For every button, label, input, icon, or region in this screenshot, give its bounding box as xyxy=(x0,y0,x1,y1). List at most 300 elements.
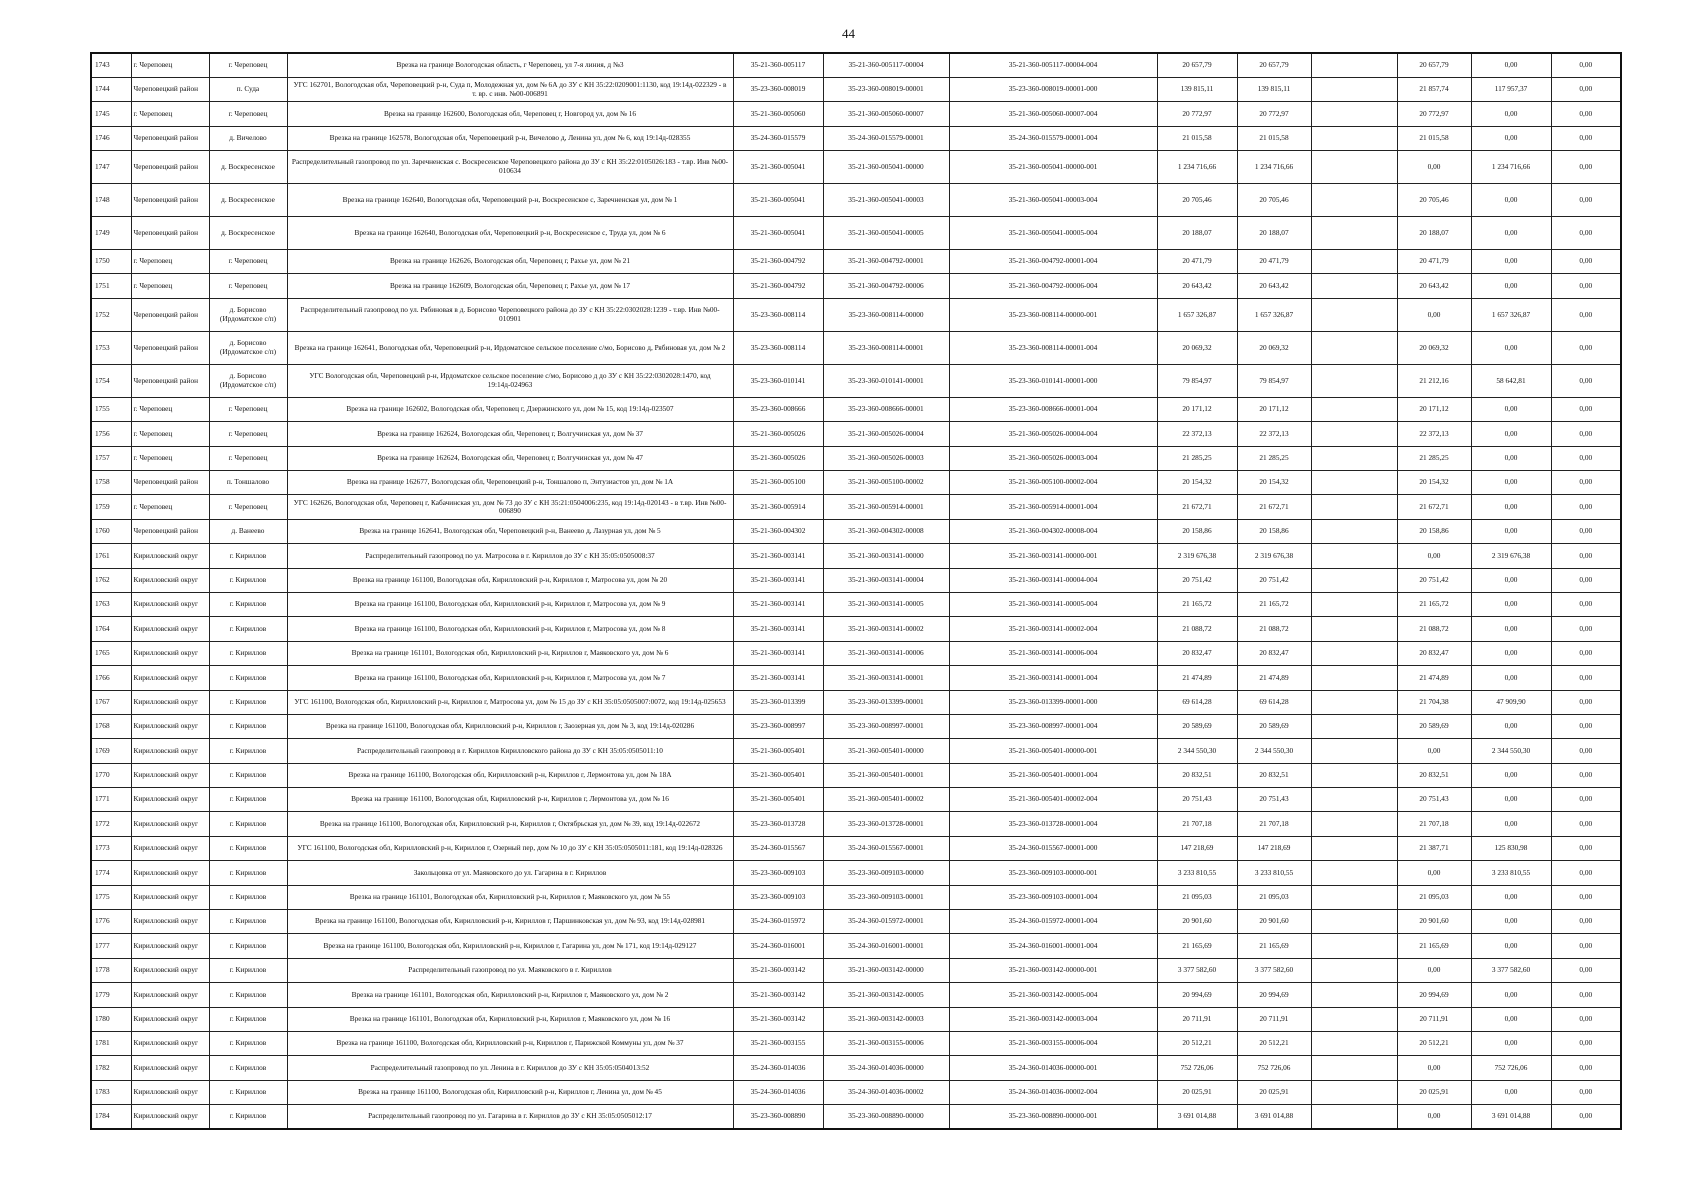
amount-book: 752 726,06 xyxy=(1237,1056,1311,1080)
table-row xyxy=(91,788,1621,812)
amount-b: 58 642,81 xyxy=(1471,364,1551,397)
district-cell: г. Череповец xyxy=(131,495,209,519)
amount-book: 21 672,71 xyxy=(1237,495,1311,519)
object-code: 35-23-360-008114-00001 xyxy=(823,331,949,364)
object-description: Врезка на границе 162578, Вологодская обл, Череповецкий р-н, Вичелово д, Ленина ул, дом № 6, код 19:14д-028355 xyxy=(287,126,733,150)
inventory-code: 35-23-360-013728-00001-004 xyxy=(949,812,1157,836)
inventory-code: 35-21-360-004792-00006-004 xyxy=(949,274,1157,298)
amount-total: 20 643,42 xyxy=(1157,274,1237,298)
empty-cell xyxy=(1311,1080,1397,1104)
empty-cell xyxy=(1311,617,1397,641)
table-row xyxy=(91,910,1621,934)
object-description: Врезка на границе 161101, Вологодская обл, Кирилловский р-н, Кириллов г, Маяковского ул, дом № 55 xyxy=(287,885,733,909)
object-description: Врезка на границе 161100, Вологодская обл, Кирилловский р-н, Кириллов г, Заозерная ул, дом № 3, код 19:14д-020286 xyxy=(287,714,733,738)
inventory-code: 35-24-360-014036-00002-004 xyxy=(949,1080,1157,1104)
table-row xyxy=(91,298,1621,331)
amount-b: 0,00 xyxy=(1471,446,1551,470)
empty-cell xyxy=(1311,934,1397,958)
amount-total: 20 751,43 xyxy=(1157,788,1237,812)
amount-c: 0,00 xyxy=(1551,714,1621,738)
empty-cell xyxy=(1311,690,1397,714)
code-cell: 35-24-360-015579 xyxy=(733,126,823,150)
amount-total: 20 751,42 xyxy=(1157,568,1237,592)
settlement-cell: г. Кириллов xyxy=(209,1080,287,1104)
code-cell: 35-21-360-004792 xyxy=(733,250,823,274)
amount-b: 0,00 xyxy=(1471,217,1551,250)
amount-total: 2 319 676,38 xyxy=(1157,544,1237,568)
row-number: 1752 xyxy=(91,298,131,331)
amount-c: 0,00 xyxy=(1551,422,1621,446)
object-code: 35-23-360-008114-00000 xyxy=(823,298,949,331)
settlement-cell: д. Борисово (Ирдоматское с/п) xyxy=(209,298,287,331)
amount-total: 20 188,07 xyxy=(1157,217,1237,250)
empty-cell xyxy=(1311,714,1397,738)
settlement-cell: г. Кириллов xyxy=(209,568,287,592)
code-cell: 35-21-360-003141 xyxy=(733,568,823,592)
amount-a: 20 901,60 xyxy=(1397,910,1471,934)
district-cell: г. Череповец xyxy=(131,274,209,298)
inventory-code: 35-21-360-005026-00004-004 xyxy=(949,422,1157,446)
inventory-code: 35-24-360-016001-00001-004 xyxy=(949,934,1157,958)
inventory-code: 35-24-360-015567-00001-000 xyxy=(949,836,1157,860)
amount-a: 20 188,07 xyxy=(1397,217,1471,250)
amount-a: 0,00 xyxy=(1397,544,1471,568)
amount-total: 20 589,69 xyxy=(1157,714,1237,738)
district-cell: Череповецкий район xyxy=(131,217,209,250)
amount-b: 752 726,06 xyxy=(1471,1056,1551,1080)
amount-a: 21 212,16 xyxy=(1397,364,1471,397)
table-row xyxy=(91,250,1621,274)
code-cell: 35-21-360-003141 xyxy=(733,641,823,665)
row-number: 1747 xyxy=(91,151,131,184)
district-cell: Череповецкий район xyxy=(131,77,209,101)
amount-a: 20 657,79 xyxy=(1397,53,1471,77)
code-cell: 35-21-360-003141 xyxy=(733,617,823,641)
amount-a: 0,00 xyxy=(1397,1056,1471,1080)
amount-total: 21 285,25 xyxy=(1157,446,1237,470)
district-cell: Кирилловский округ xyxy=(131,1032,209,1056)
code-cell: 35-21-360-005041 xyxy=(733,184,823,217)
district-cell: Кирилловский округ xyxy=(131,910,209,934)
table-row xyxy=(91,446,1621,470)
table-row xyxy=(91,983,1621,1007)
inventory-code: 35-23-360-008890-00000-001 xyxy=(949,1105,1157,1129)
register-table xyxy=(90,52,1622,1130)
code-cell: 35-24-360-016001 xyxy=(733,934,823,958)
object-description: Врезка на границе 162626, Вологодская обл, Череповец г, Рахье ул, дом № 21 xyxy=(287,250,733,274)
settlement-cell: д. Воскресенское xyxy=(209,217,287,250)
amount-book: 20 772,97 xyxy=(1237,102,1311,126)
row-number: 1743 xyxy=(91,53,131,77)
settlement-cell: г. Кириллов xyxy=(209,1007,287,1031)
code-cell: 35-21-360-005026 xyxy=(733,446,823,470)
district-cell: г. Череповец xyxy=(131,53,209,77)
amount-a: 20 751,42 xyxy=(1397,568,1471,592)
code-cell: 35-23-360-009103 xyxy=(733,885,823,909)
amount-c: 0,00 xyxy=(1551,690,1621,714)
table-row xyxy=(91,885,1621,909)
amount-a: 20 025,91 xyxy=(1397,1080,1471,1104)
object-description: Распределительный газопровод в г. Кириллов Кирилловского района до ЗУ с КН 35:05:0505011:10 xyxy=(287,739,733,763)
settlement-cell: г. Череповец xyxy=(209,422,287,446)
row-number: 1780 xyxy=(91,1007,131,1031)
code-cell: 35-23-360-013399 xyxy=(733,690,823,714)
code-cell: 35-21-360-005117 xyxy=(733,53,823,77)
code-cell: 35-23-360-008666 xyxy=(733,397,823,421)
amount-book: 20 025,91 xyxy=(1237,1080,1311,1104)
row-number: 1746 xyxy=(91,126,131,150)
amount-b: 0,00 xyxy=(1471,617,1551,641)
settlement-cell: г. Кириллов xyxy=(209,1105,287,1129)
code-cell: 35-21-360-003142 xyxy=(733,958,823,982)
amount-a: 20 069,32 xyxy=(1397,331,1471,364)
empty-cell xyxy=(1311,77,1397,101)
inventory-code: 35-23-360-010141-00001-000 xyxy=(949,364,1157,397)
settlement-cell: г. Кириллов xyxy=(209,739,287,763)
amount-a: 20 471,79 xyxy=(1397,250,1471,274)
table-row xyxy=(91,495,1621,519)
settlement-cell: г. Череповец xyxy=(209,274,287,298)
inventory-code: 35-21-360-005060-00007-004 xyxy=(949,102,1157,126)
empty-cell xyxy=(1311,217,1397,250)
empty-cell xyxy=(1311,885,1397,909)
row-number: 1775 xyxy=(91,885,131,909)
amount-total: 2 344 550,30 xyxy=(1157,739,1237,763)
empty-cell xyxy=(1311,471,1397,495)
object-code: 35-23-360-008019-00001 xyxy=(823,77,949,101)
amount-b: 3 233 810,55 xyxy=(1471,861,1551,885)
amount-book: 21 165,69 xyxy=(1237,934,1311,958)
amount-book: 20 751,43 xyxy=(1237,788,1311,812)
code-cell: 35-23-360-008114 xyxy=(733,298,823,331)
amount-book: 20 751,42 xyxy=(1237,568,1311,592)
amount-c: 0,00 xyxy=(1551,934,1621,958)
row-number: 1745 xyxy=(91,102,131,126)
object-description: Врезка на границе 161100, Вологодская обл, Кирилловский р-н, Кириллов г, Паршинковская ул, дом № 93, код 19:14д-028981 xyxy=(287,910,733,934)
amount-c: 0,00 xyxy=(1551,495,1621,519)
row-number: 1751 xyxy=(91,274,131,298)
row-number: 1770 xyxy=(91,763,131,787)
table-row xyxy=(91,861,1621,885)
amount-book: 20 705,46 xyxy=(1237,184,1311,217)
amount-a: 20 171,12 xyxy=(1397,397,1471,421)
object-code: 35-21-360-005401-00000 xyxy=(823,739,949,763)
settlement-cell: г. Кириллов xyxy=(209,885,287,909)
amount-book: 20 832,47 xyxy=(1237,641,1311,665)
inventory-code: 35-21-360-003141-00005-004 xyxy=(949,592,1157,616)
district-cell: г. Череповец xyxy=(131,250,209,274)
object-code: 35-21-360-003141-00004 xyxy=(823,568,949,592)
inventory-code: 35-23-360-008114-00001-004 xyxy=(949,331,1157,364)
settlement-cell: г. Череповец xyxy=(209,53,287,77)
table-row xyxy=(91,1056,1621,1080)
amount-book: 20 188,07 xyxy=(1237,217,1311,250)
empty-cell xyxy=(1311,983,1397,1007)
code-cell: 35-21-360-005914 xyxy=(733,495,823,519)
amount-a: 21 474,89 xyxy=(1397,666,1471,690)
object-code: 35-24-360-016001-00001 xyxy=(823,934,949,958)
object-description: Распределительный газопровод по ул. Ленина в г. Кириллов до ЗУ с КН 35:05:0504013:52 xyxy=(287,1056,733,1080)
settlement-cell: д. Ванеево xyxy=(209,519,287,543)
amount-total: 1 657 326,87 xyxy=(1157,298,1237,331)
amount-c: 0,00 xyxy=(1551,910,1621,934)
object-code: 35-23-360-013399-00001 xyxy=(823,690,949,714)
district-cell: Кирилловский округ xyxy=(131,958,209,982)
amount-book: 20 171,12 xyxy=(1237,397,1311,421)
empty-cell xyxy=(1311,836,1397,860)
empty-cell xyxy=(1311,763,1397,787)
settlement-cell: г. Череповец xyxy=(209,250,287,274)
amount-a: 20 512,21 xyxy=(1397,1032,1471,1056)
district-cell: Кирилловский округ xyxy=(131,714,209,738)
settlement-cell: г. Кириллов xyxy=(209,592,287,616)
amount-b: 0,00 xyxy=(1471,1080,1551,1104)
empty-cell xyxy=(1311,184,1397,217)
amount-b: 47 909,90 xyxy=(1471,690,1551,714)
district-cell: Череповецкий район xyxy=(131,471,209,495)
object-description: Врезка на границе 161100, Вологодская обл, Кирилловский р-н, Кириллов г, Гагарина ул, дом № 171, код 19:14д-029127 xyxy=(287,934,733,958)
amount-c: 0,00 xyxy=(1551,1080,1621,1104)
empty-cell xyxy=(1311,1007,1397,1031)
code-cell: 35-21-360-004792 xyxy=(733,274,823,298)
row-number: 1749 xyxy=(91,217,131,250)
code-cell: 35-21-360-005401 xyxy=(733,788,823,812)
amount-a: 21 165,69 xyxy=(1397,934,1471,958)
object-description: Врезка на границе 161101, Вологодская обл, Кирилловский р-н, Кириллов г, Маяковского ул, дом № 6 xyxy=(287,641,733,665)
settlement-cell: п. Суда xyxy=(209,77,287,101)
district-cell: Череповецкий район xyxy=(131,331,209,364)
settlement-cell: г. Череповец xyxy=(209,495,287,519)
code-cell: 35-21-360-005041 xyxy=(733,217,823,250)
settlement-cell: г. Кириллов xyxy=(209,690,287,714)
object-code: 35-21-360-005041-00000 xyxy=(823,151,949,184)
district-cell: Кирилловский округ xyxy=(131,788,209,812)
amount-b: 2 319 676,38 xyxy=(1471,544,1551,568)
inventory-code: 35-21-360-003141-00006-004 xyxy=(949,641,1157,665)
amount-c: 0,00 xyxy=(1551,763,1621,787)
object-code: 35-24-360-014036-00002 xyxy=(823,1080,949,1104)
amount-c: 0,00 xyxy=(1551,519,1621,543)
table-row xyxy=(91,836,1621,860)
empty-cell xyxy=(1311,250,1397,274)
table-row xyxy=(91,519,1621,543)
empty-cell xyxy=(1311,666,1397,690)
district-cell: Череповецкий район xyxy=(131,364,209,397)
object-description: Врезка на границе 161100, Вологодская обл, Кирилловский р-н, Кириллов г, Парижской Коммуны ул, дом № 37 xyxy=(287,1032,733,1056)
code-cell: 35-21-360-005041 xyxy=(733,151,823,184)
row-number: 1758 xyxy=(91,471,131,495)
amount-c: 0,00 xyxy=(1551,861,1621,885)
page-number: 44 xyxy=(842,26,855,41)
row-number: 1774 xyxy=(91,861,131,885)
amount-total: 20 832,47 xyxy=(1157,641,1237,665)
object-description: Врезка на границе 162640, Вологодская обл, Череповецкий р-н, Воскресенское с, Заречненская ул, дом № 1 xyxy=(287,184,733,217)
code-cell: 35-23-360-008997 xyxy=(733,714,823,738)
code-cell: 35-24-360-014036 xyxy=(733,1080,823,1104)
amount-total: 20 154,32 xyxy=(1157,471,1237,495)
amount-total: 20 471,79 xyxy=(1157,250,1237,274)
settlement-cell: д. Воскресенское xyxy=(209,184,287,217)
table-row xyxy=(91,422,1621,446)
row-number: 1776 xyxy=(91,910,131,934)
empty-cell xyxy=(1311,1105,1397,1129)
amount-book: 3 233 810,55 xyxy=(1237,861,1311,885)
object-code: 35-21-360-004302-00008 xyxy=(823,519,949,543)
amount-total: 20 512,21 xyxy=(1157,1032,1237,1056)
amount-book: 20 471,79 xyxy=(1237,250,1311,274)
amount-c: 0,00 xyxy=(1551,471,1621,495)
amount-total: 139 815,11 xyxy=(1157,77,1237,101)
object-description: Врезка на границе 161100, Вологодская обл, Кирилловский р-н, Кириллов г, Матросова ул, дом № 8 xyxy=(287,617,733,641)
object-description: Врезка на границе 161100, Вологодская обл, Кирилловский р-н, Кириллов г, Лермонтова ул, дом № 16 xyxy=(287,788,733,812)
amount-a: 20 711,91 xyxy=(1397,1007,1471,1031)
object-code: 35-23-360-009103-00001 xyxy=(823,885,949,909)
amount-a: 0,00 xyxy=(1397,739,1471,763)
settlement-cell: д. Борисово (Ирдоматское с/п) xyxy=(209,364,287,397)
inventory-code: 35-23-360-009103-00001-004 xyxy=(949,885,1157,909)
row-number: 1768 xyxy=(91,714,131,738)
district-cell: Кирилловский округ xyxy=(131,836,209,860)
inventory-code: 35-21-360-003141-00001-004 xyxy=(949,666,1157,690)
amount-b: 0,00 xyxy=(1471,666,1551,690)
table-row xyxy=(91,102,1621,126)
amount-total: 21 088,72 xyxy=(1157,617,1237,641)
amount-b: 0,00 xyxy=(1471,53,1551,77)
empty-cell xyxy=(1311,102,1397,126)
settlement-cell: д. Вичелово xyxy=(209,126,287,150)
row-number: 1782 xyxy=(91,1056,131,1080)
amount-a: 21 672,71 xyxy=(1397,495,1471,519)
amount-total: 3 377 582,60 xyxy=(1157,958,1237,982)
inventory-code: 35-24-360-015972-00001-004 xyxy=(949,910,1157,934)
amount-a: 21 707,18 xyxy=(1397,812,1471,836)
row-number: 1760 xyxy=(91,519,131,543)
amount-a: 22 372,13 xyxy=(1397,422,1471,446)
table-row xyxy=(91,1080,1621,1104)
code-cell: 35-21-360-003155 xyxy=(733,1032,823,1056)
amount-total: 20 711,91 xyxy=(1157,1007,1237,1031)
amount-book: 1 234 716,66 xyxy=(1237,151,1311,184)
empty-cell xyxy=(1311,422,1397,446)
inventory-code: 35-23-360-008019-00001-000 xyxy=(949,77,1157,101)
settlement-cell: г. Кириллов xyxy=(209,666,287,690)
object-description: Врезка на границе 162641, Вологодская обл, Череповецкий р-н, Ванеево д, Лазурная ул, дом № 5 xyxy=(287,519,733,543)
amount-b: 0,00 xyxy=(1471,592,1551,616)
object-description: Врезка на границе 162600, Вологодская обл, Череповец г, Новгород ул, дом № 16 xyxy=(287,102,733,126)
amount-b: 125 830,98 xyxy=(1471,836,1551,860)
inventory-code: 35-21-360-005041-00000-001 xyxy=(949,151,1157,184)
amount-c: 0,00 xyxy=(1551,1007,1621,1031)
table-row xyxy=(91,184,1621,217)
amount-a: 21 387,71 xyxy=(1397,836,1471,860)
amount-book: 20 832,51 xyxy=(1237,763,1311,787)
row-number: 1778 xyxy=(91,958,131,982)
row-number: 1763 xyxy=(91,592,131,616)
table-row xyxy=(91,151,1621,184)
empty-cell xyxy=(1311,812,1397,836)
settlement-cell: г. Кириллов xyxy=(209,763,287,787)
object-code: 35-21-360-003141-00001 xyxy=(823,666,949,690)
object-description: УГС 161100, Вологодская обл, Кирилловский р-н, Кириллов г, Матросова ул, дом № 15 до ЗУ с КН 35:05:0505007:0072, код 19:14д-025653 xyxy=(287,690,733,714)
row-number: 1754 xyxy=(91,364,131,397)
amount-total: 21 165,72 xyxy=(1157,592,1237,616)
object-description: Врезка на границе 162624, Вологодская обл, Череповец г, Волгучинская ул, дом № 37 xyxy=(287,422,733,446)
amount-a: 0,00 xyxy=(1397,861,1471,885)
code-cell: 35-21-360-004302 xyxy=(733,519,823,543)
object-code: 35-21-360-003142-00003 xyxy=(823,1007,949,1031)
amount-c: 0,00 xyxy=(1551,1105,1621,1129)
object-description: Врезка на границе 161100, Вологодская обл, Кирилловский р-н, Кириллов г, Матросова ул, дом № 7 xyxy=(287,666,733,690)
code-cell: 35-21-360-005026 xyxy=(733,422,823,446)
table-row xyxy=(91,1105,1621,1129)
code-cell: 35-24-360-015972 xyxy=(733,910,823,934)
amount-book: 20 158,86 xyxy=(1237,519,1311,543)
row-number: 1781 xyxy=(91,1032,131,1056)
district-cell: Кирилловский округ xyxy=(131,1105,209,1129)
settlement-cell: д. Воскресенское xyxy=(209,151,287,184)
object-description: Врезка на границе 162677, Вологодская обл, Череповецкий р-н, Тоншалово п, Энтузиастов ул, дом № 1А xyxy=(287,471,733,495)
object-description: УГС 161100, Вологодская обл, Кирилловский р-н, Кириллов г, Озерный пер, дом № 10 до ЗУ с КН 35:05:0505011:181, код 19:14д-028326 xyxy=(287,836,733,860)
settlement-cell: г. Кириллов xyxy=(209,641,287,665)
amount-total: 69 614,28 xyxy=(1157,690,1237,714)
inventory-code: 35-21-360-003141-00000-001 xyxy=(949,544,1157,568)
empty-cell xyxy=(1311,495,1397,519)
district-cell: Кирилловский округ xyxy=(131,763,209,787)
row-number: 1748 xyxy=(91,184,131,217)
amount-total: 147 218,69 xyxy=(1157,836,1237,860)
table-row xyxy=(91,592,1621,616)
object-code: 35-24-360-014036-00000 xyxy=(823,1056,949,1080)
amount-total: 20 171,12 xyxy=(1157,397,1237,421)
amount-c: 0,00 xyxy=(1551,126,1621,150)
table-row xyxy=(91,364,1621,397)
amount-book: 20 994,69 xyxy=(1237,983,1311,1007)
code-cell: 35-21-360-005060 xyxy=(733,102,823,126)
inventory-code: 35-23-360-008114-00000-001 xyxy=(949,298,1157,331)
amount-a: 20 751,43 xyxy=(1397,788,1471,812)
amount-c: 0,00 xyxy=(1551,77,1621,101)
amount-c: 0,00 xyxy=(1551,184,1621,217)
amount-book: 3 691 014,88 xyxy=(1237,1105,1311,1129)
district-cell: Череповецкий район xyxy=(131,298,209,331)
inventory-code: 35-21-360-003142-00000-001 xyxy=(949,958,1157,982)
amount-total: 20 069,32 xyxy=(1157,331,1237,364)
inventory-code: 35-21-360-005914-00001-004 xyxy=(949,495,1157,519)
object-description: Врезка на границе 161101, Вологодская обл, Кирилловский р-н, Кириллов г, Маяковского ул, дом № 2 xyxy=(287,983,733,1007)
table-row xyxy=(91,77,1621,101)
district-cell: Кирилловский округ xyxy=(131,544,209,568)
amount-b: 0,00 xyxy=(1471,763,1551,787)
row-number: 1783 xyxy=(91,1080,131,1104)
empty-cell xyxy=(1311,298,1397,331)
table-row xyxy=(91,1007,1621,1031)
object-description: Распределительный газопровод по ул. Гагарина в г. Кириллов до ЗУ с КН 35:05:0505012:17 xyxy=(287,1105,733,1129)
amount-total: 22 372,13 xyxy=(1157,422,1237,446)
object-description: Врезка на границе 162640, Вологодская обл, Череповецкий р-н, Воскресенское с, Труда ул, дом № 6 xyxy=(287,217,733,250)
row-number: 1767 xyxy=(91,690,131,714)
object-code: 35-24-360-015567-00001 xyxy=(823,836,949,860)
settlement-cell: г. Кириллов xyxy=(209,788,287,812)
amount-c: 0,00 xyxy=(1551,641,1621,665)
inventory-code: 35-21-360-005041-00003-004 xyxy=(949,184,1157,217)
amount-total: 20 832,51 xyxy=(1157,763,1237,787)
amount-c: 0,00 xyxy=(1551,836,1621,860)
row-number: 1765 xyxy=(91,641,131,665)
object-code: 35-21-360-005117-00004 xyxy=(823,53,949,77)
object-code: 35-21-360-005026-00004 xyxy=(823,422,949,446)
amount-b: 0,00 xyxy=(1471,910,1551,934)
district-cell: Кирилловский округ xyxy=(131,568,209,592)
